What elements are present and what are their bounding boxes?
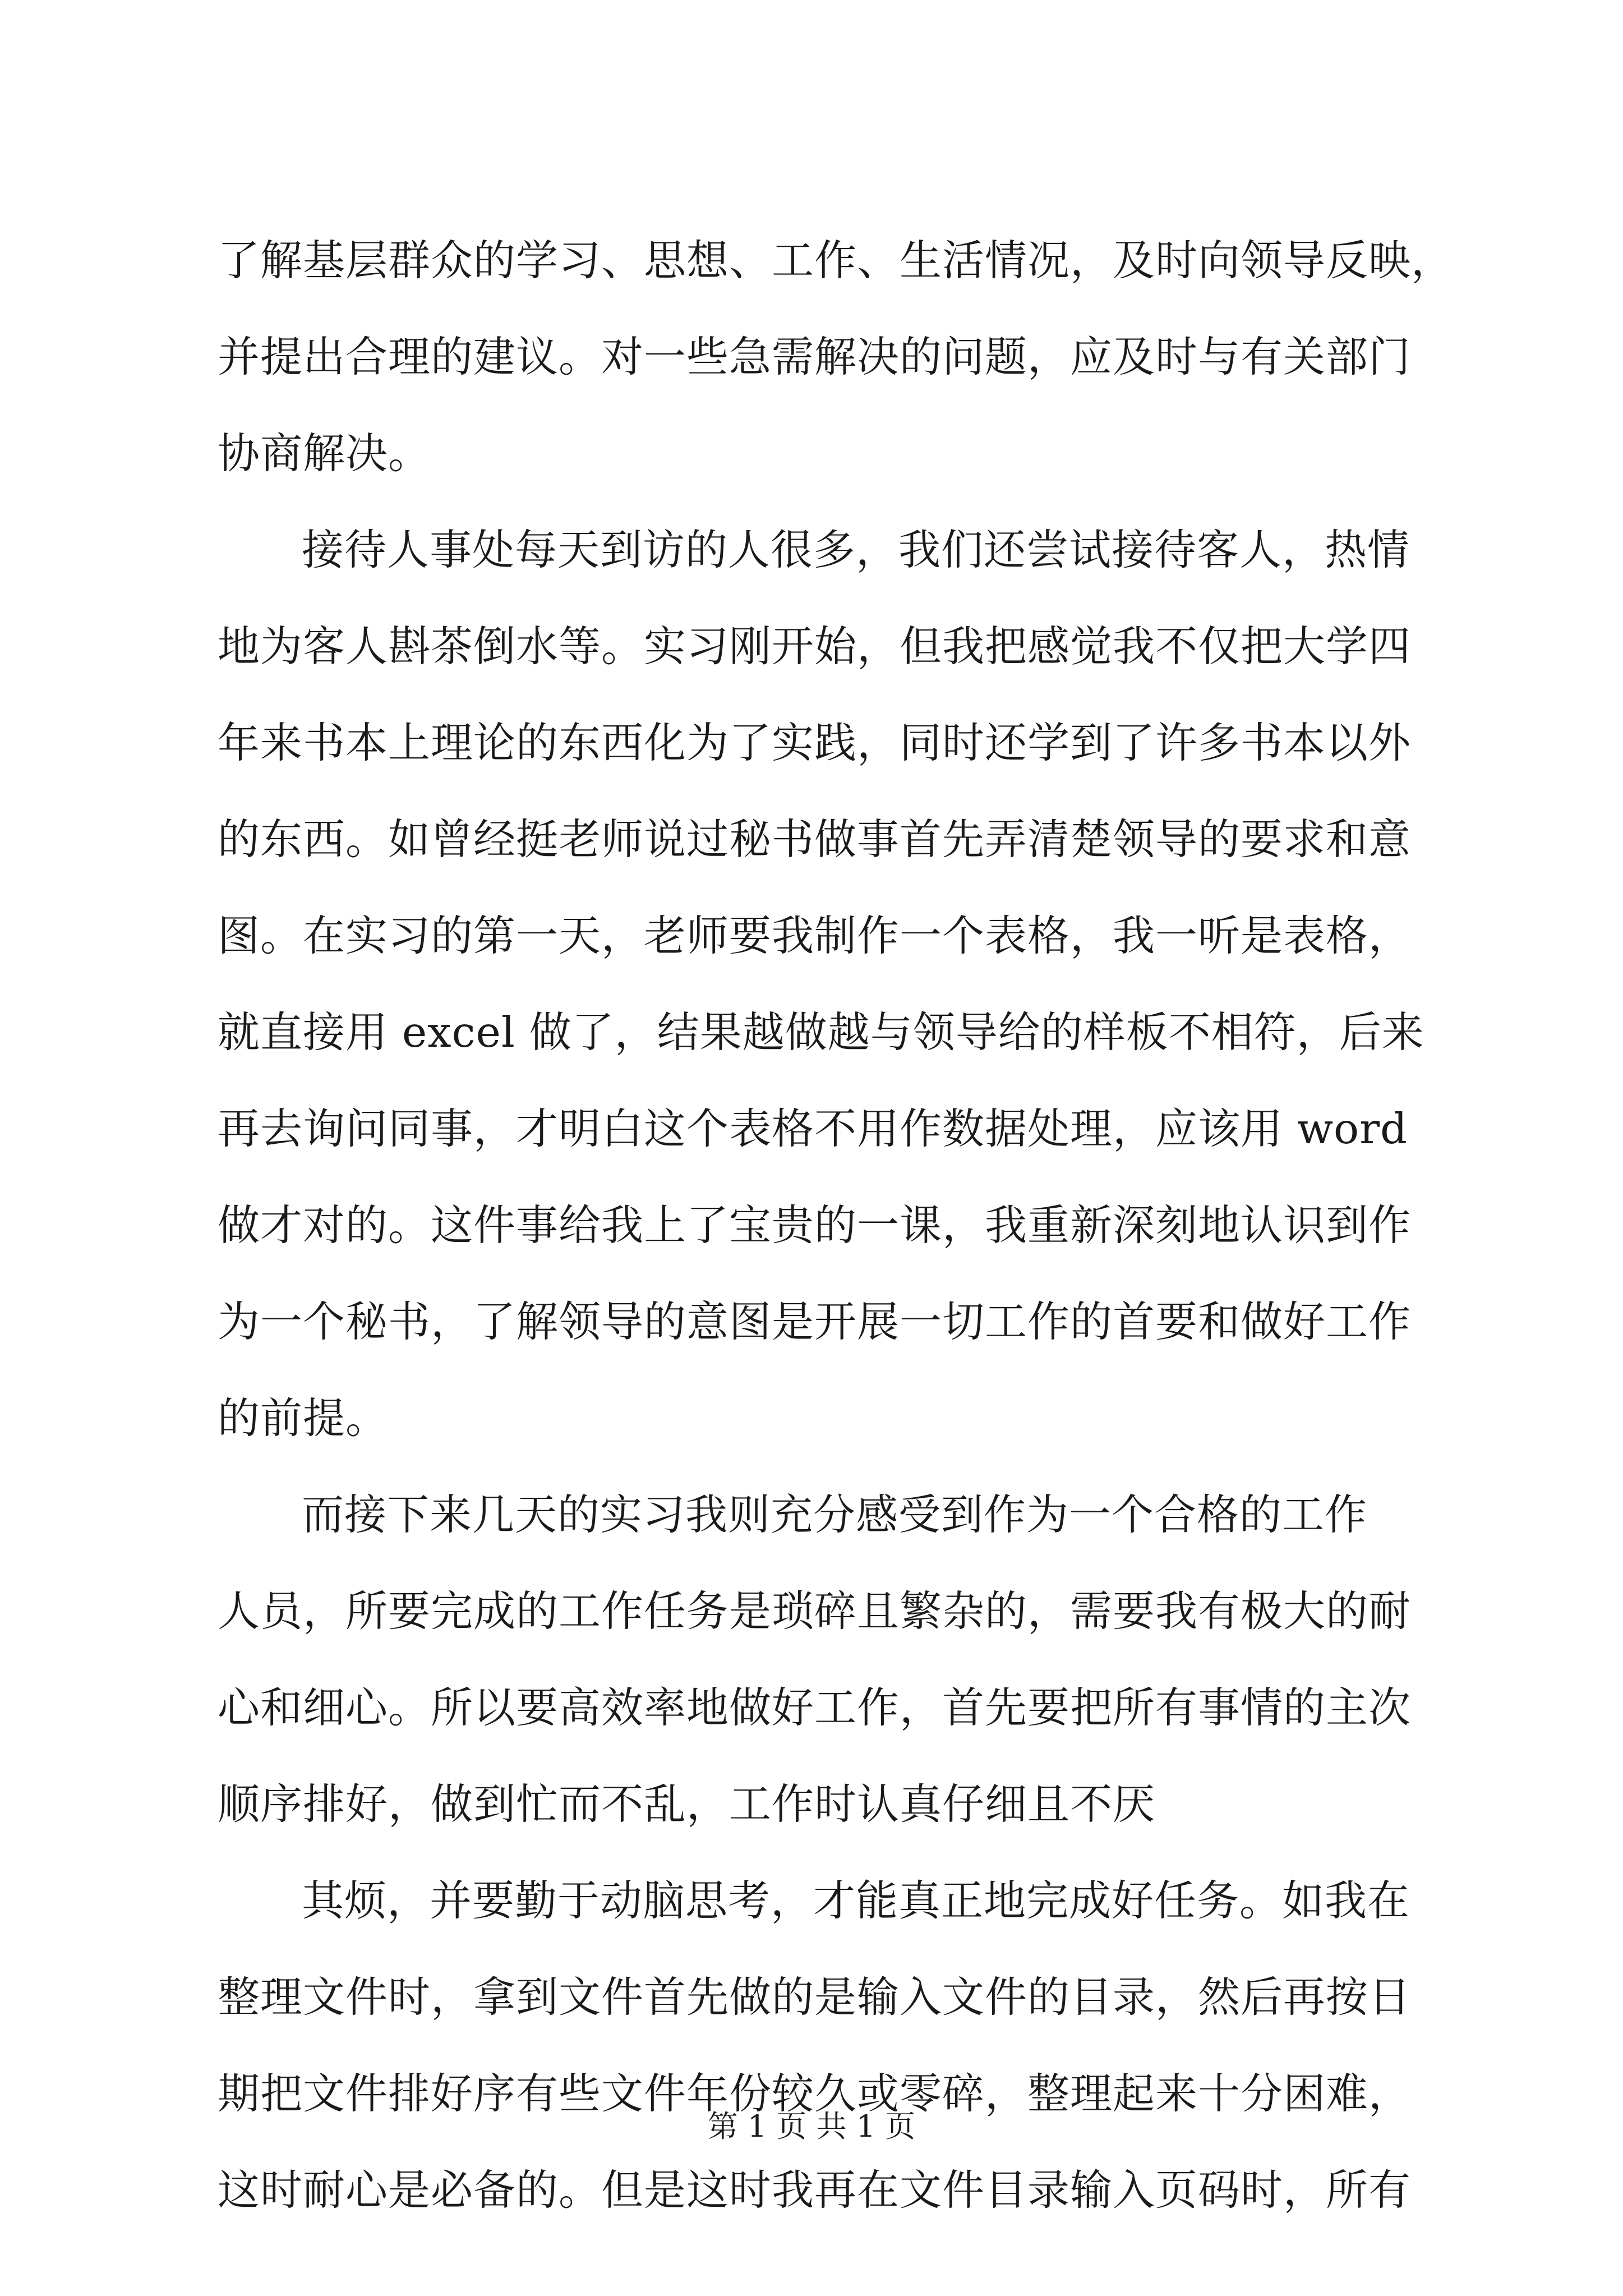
text-line-6: 年来书本上理论的东西化为了实践，同时还学到了许多书本以外 (218, 718, 1412, 767)
text-line-10: 再去询问同事，才明白这个表格不用作数据处理，应该用 word (218, 1104, 1408, 1153)
text-line-5: 地为客人斟茶倒水等。实习刚开始，但我把感觉我不仅把大学四 (218, 622, 1412, 671)
text-line-3: 协商解决。 (218, 429, 431, 478)
page-number-footer: 第 1 页 共 1 页 (707, 2109, 916, 2144)
document-body (218, 212, 1454, 2238)
text-line-13: 的前提。 (218, 1393, 389, 1443)
text-line-15: 人员，所要完成的工作任务是琐碎且繁杂的，需要我有极大的耐 (218, 1586, 1412, 1636)
text-line-18: 其烦，并要勤于动脑思考，才能真正地完成好任务。如我在 (302, 1876, 1410, 1925)
text-line-11: 做才对的。这件事给我上了宝贵的一课，我重新深刻地认识到作 (218, 1200, 1412, 1250)
text-line-14: 而接下来几天的实习我则充分感受到作为一个合格的工作 (302, 1490, 1368, 1539)
text-line-21: 这时耐心是必备的。但是这时我再在文件目录输入页码时，所有 (218, 2165, 1412, 2215)
text-line-8: 图。在实习的第一天，老师要我制作一个表格，我一听是表格， (218, 911, 1412, 960)
text-line-1: 了解基层群众的学习、思想、工作、生活情况，及时向领导反映， (218, 236, 1454, 285)
text-line-19: 整理文件时，拿到文件首先做的是输入文件的目录，然后再按日 (218, 1972, 1412, 2022)
text-line-12: 为一个秘书，了解领导的意图是开展一切工作的首要和做好工作 (218, 1297, 1412, 1346)
text-line-4: 接待人事处每天到访的人很多，我们还尝试接待客人，热情 (302, 525, 1410, 574)
text-line-7: 的东西。如曾经挺老师说过秘书做事首先弄清楚领导的要求和意 (218, 815, 1412, 864)
text-line-16: 心和细心。所以要高效率地做好工作，首先要把所有事情的主次 (218, 1683, 1412, 1732)
text-line-9: 就直接用 excel 做了，结果越做越与领导给的样板不相符，后来 (218, 1007, 1424, 1057)
text-line-17: 顺序排好，做到忙而不乱，工作时认真仔细且不厌 (218, 1779, 1156, 1829)
text-line-2: 并提出合理的建议。对一些急需解决的问题，应及时与有关部门 (218, 332, 1412, 381)
text-line-20: 期把文件排好序有些文件年份较久或零碎，整理起来十分困难， (218, 2069, 1412, 2118)
